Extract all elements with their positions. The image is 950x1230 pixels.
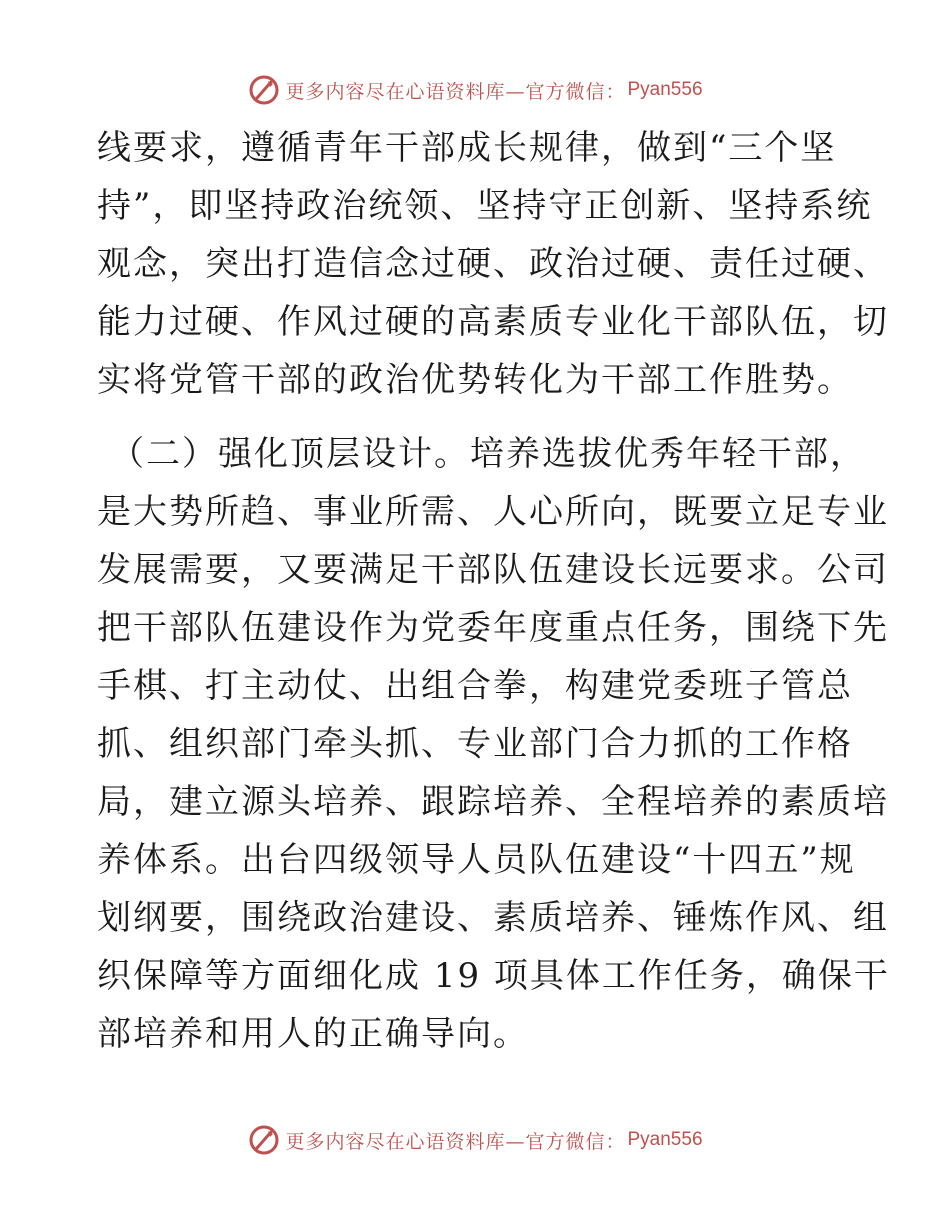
text-line: 把干部队伍建设作为党委年度重点任务，围绕下先 bbox=[97, 608, 889, 648]
text-line: 线要求，遵循青年干部成长规律，做到“三个坚 bbox=[97, 128, 837, 168]
header-banner bbox=[0, 70, 950, 110]
footer-banner-id: Pyan556 bbox=[627, 1129, 703, 1150]
header-banner-text: 更多内容尽在心语资料库—官方微信： bbox=[285, 80, 626, 103]
text-line: 发展需要，又要满足干部队伍建设长远要求。公司 bbox=[97, 550, 889, 590]
footer-banner bbox=[0, 1120, 950, 1160]
text-line: 实将党管干部的政治优势转化为干部工作胜势。 bbox=[97, 360, 853, 400]
text-line: 能力过硬、作风过硬的高素质专业化干部队伍，切 bbox=[97, 302, 889, 342]
text-line: 抓、组织部门牵头抓、专业部门合力抓的工作格 bbox=[97, 724, 853, 764]
text-line: 织保障等方面细化成 19 项具体工作任务，确保干 bbox=[97, 956, 890, 996]
footer-banner-text: 更多内容尽在心语资料库—官方微信： bbox=[285, 1130, 626, 1153]
text-line: 观念，突出打造信念过硬、政治过硬、责任过硬、 bbox=[97, 244, 889, 284]
pen-logo-icon bbox=[247, 1123, 281, 1157]
text-line: 划纲要，围绕政治建设、素质培养、锤炼作风、组 bbox=[97, 898, 889, 938]
text-line: 持”，即坚持政治统领、坚持守正创新、坚持系统 bbox=[97, 186, 873, 226]
text-line: 局，建立源头培养、跟踪培养、全程培养的素质培 bbox=[97, 782, 889, 822]
text-line: 手棋、打主动仗、出组合拳，构建党委班子管总 bbox=[97, 666, 853, 706]
text-line: 部培养和用人的正确导向。 bbox=[97, 1014, 529, 1054]
pen-logo-icon bbox=[247, 73, 281, 107]
text-line: 养体系。出台四级领导人员队伍建设“十四五”规 bbox=[97, 840, 856, 880]
text-line: 是大势所趋、事业所需、人心所向，既要立足专业 bbox=[97, 492, 889, 532]
section-heading-line: （二）强化顶层设计。培养选拔优秀年轻干部， bbox=[110, 434, 866, 474]
header-banner-id: Pyan556 bbox=[627, 79, 703, 100]
